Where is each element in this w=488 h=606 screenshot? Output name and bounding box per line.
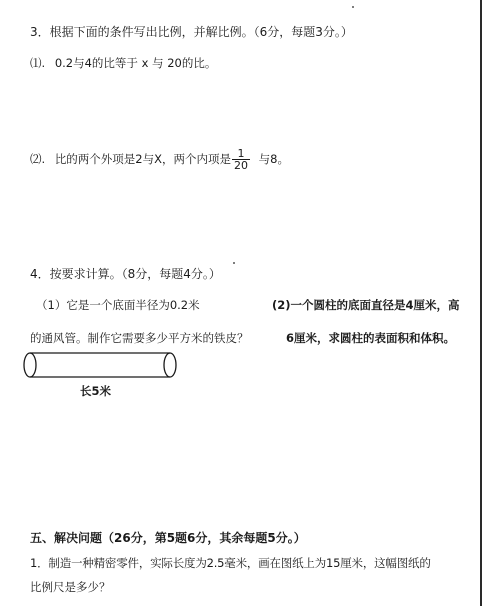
item-suffix: 与8。 [258, 152, 289, 166]
item-number: ⑴. [30, 56, 46, 70]
section4-left-line2: 的通风管。制作它需要多少平方米的铁皮？ [30, 331, 249, 345]
fraction-denominator: 20 [234, 159, 249, 172]
pipe-length-label: 长5米 [80, 384, 112, 398]
page-right-border [480, 0, 482, 606]
pipe-diagram [22, 345, 182, 385]
fraction-numerator: 1 [232, 148, 250, 160]
section3-item2 [30, 148, 289, 171]
section4-left-line1: （1）它是一个底面半径为0.2米 [36, 298, 200, 312]
pipe-right-end [164, 353, 176, 377]
section5-item1-line2: 比例尺是多少？ [30, 580, 111, 594]
item-prefix: 比的两个外项是2与X，两个内项是 [54, 152, 232, 166]
section3-item1 [30, 58, 216, 70]
scan-dot [233, 262, 235, 264]
item-number: ⑵. [30, 152, 46, 166]
section4-right-line1: (2)一个圆柱的底面直径是4厘米，高 [272, 298, 460, 312]
section4-right-line2: 6厘米，求圆柱的表面积和体积。 [286, 331, 455, 345]
scan-dot [352, 6, 354, 8]
fraction [232, 148, 250, 171]
section3-heading: 3．根据下面的条件写出比例，并解比例。（6分，每题3分。） [30, 25, 353, 39]
item-text: 0.2与4的比等于 x 与 20的比。 [54, 56, 217, 70]
section5-heading: 五、解决问题（26分，第5题6分，其余每题5分。） [30, 531, 306, 545]
section4-heading: 4．按要求计算。（8分，每题4分。） [30, 267, 221, 281]
pipe-left-end [24, 353, 36, 377]
section5-item1-line1: 1．制造一种精密零件，实际长度为2.5毫米，画在图纸上为15厘米，这幅图纸的 [30, 556, 431, 570]
